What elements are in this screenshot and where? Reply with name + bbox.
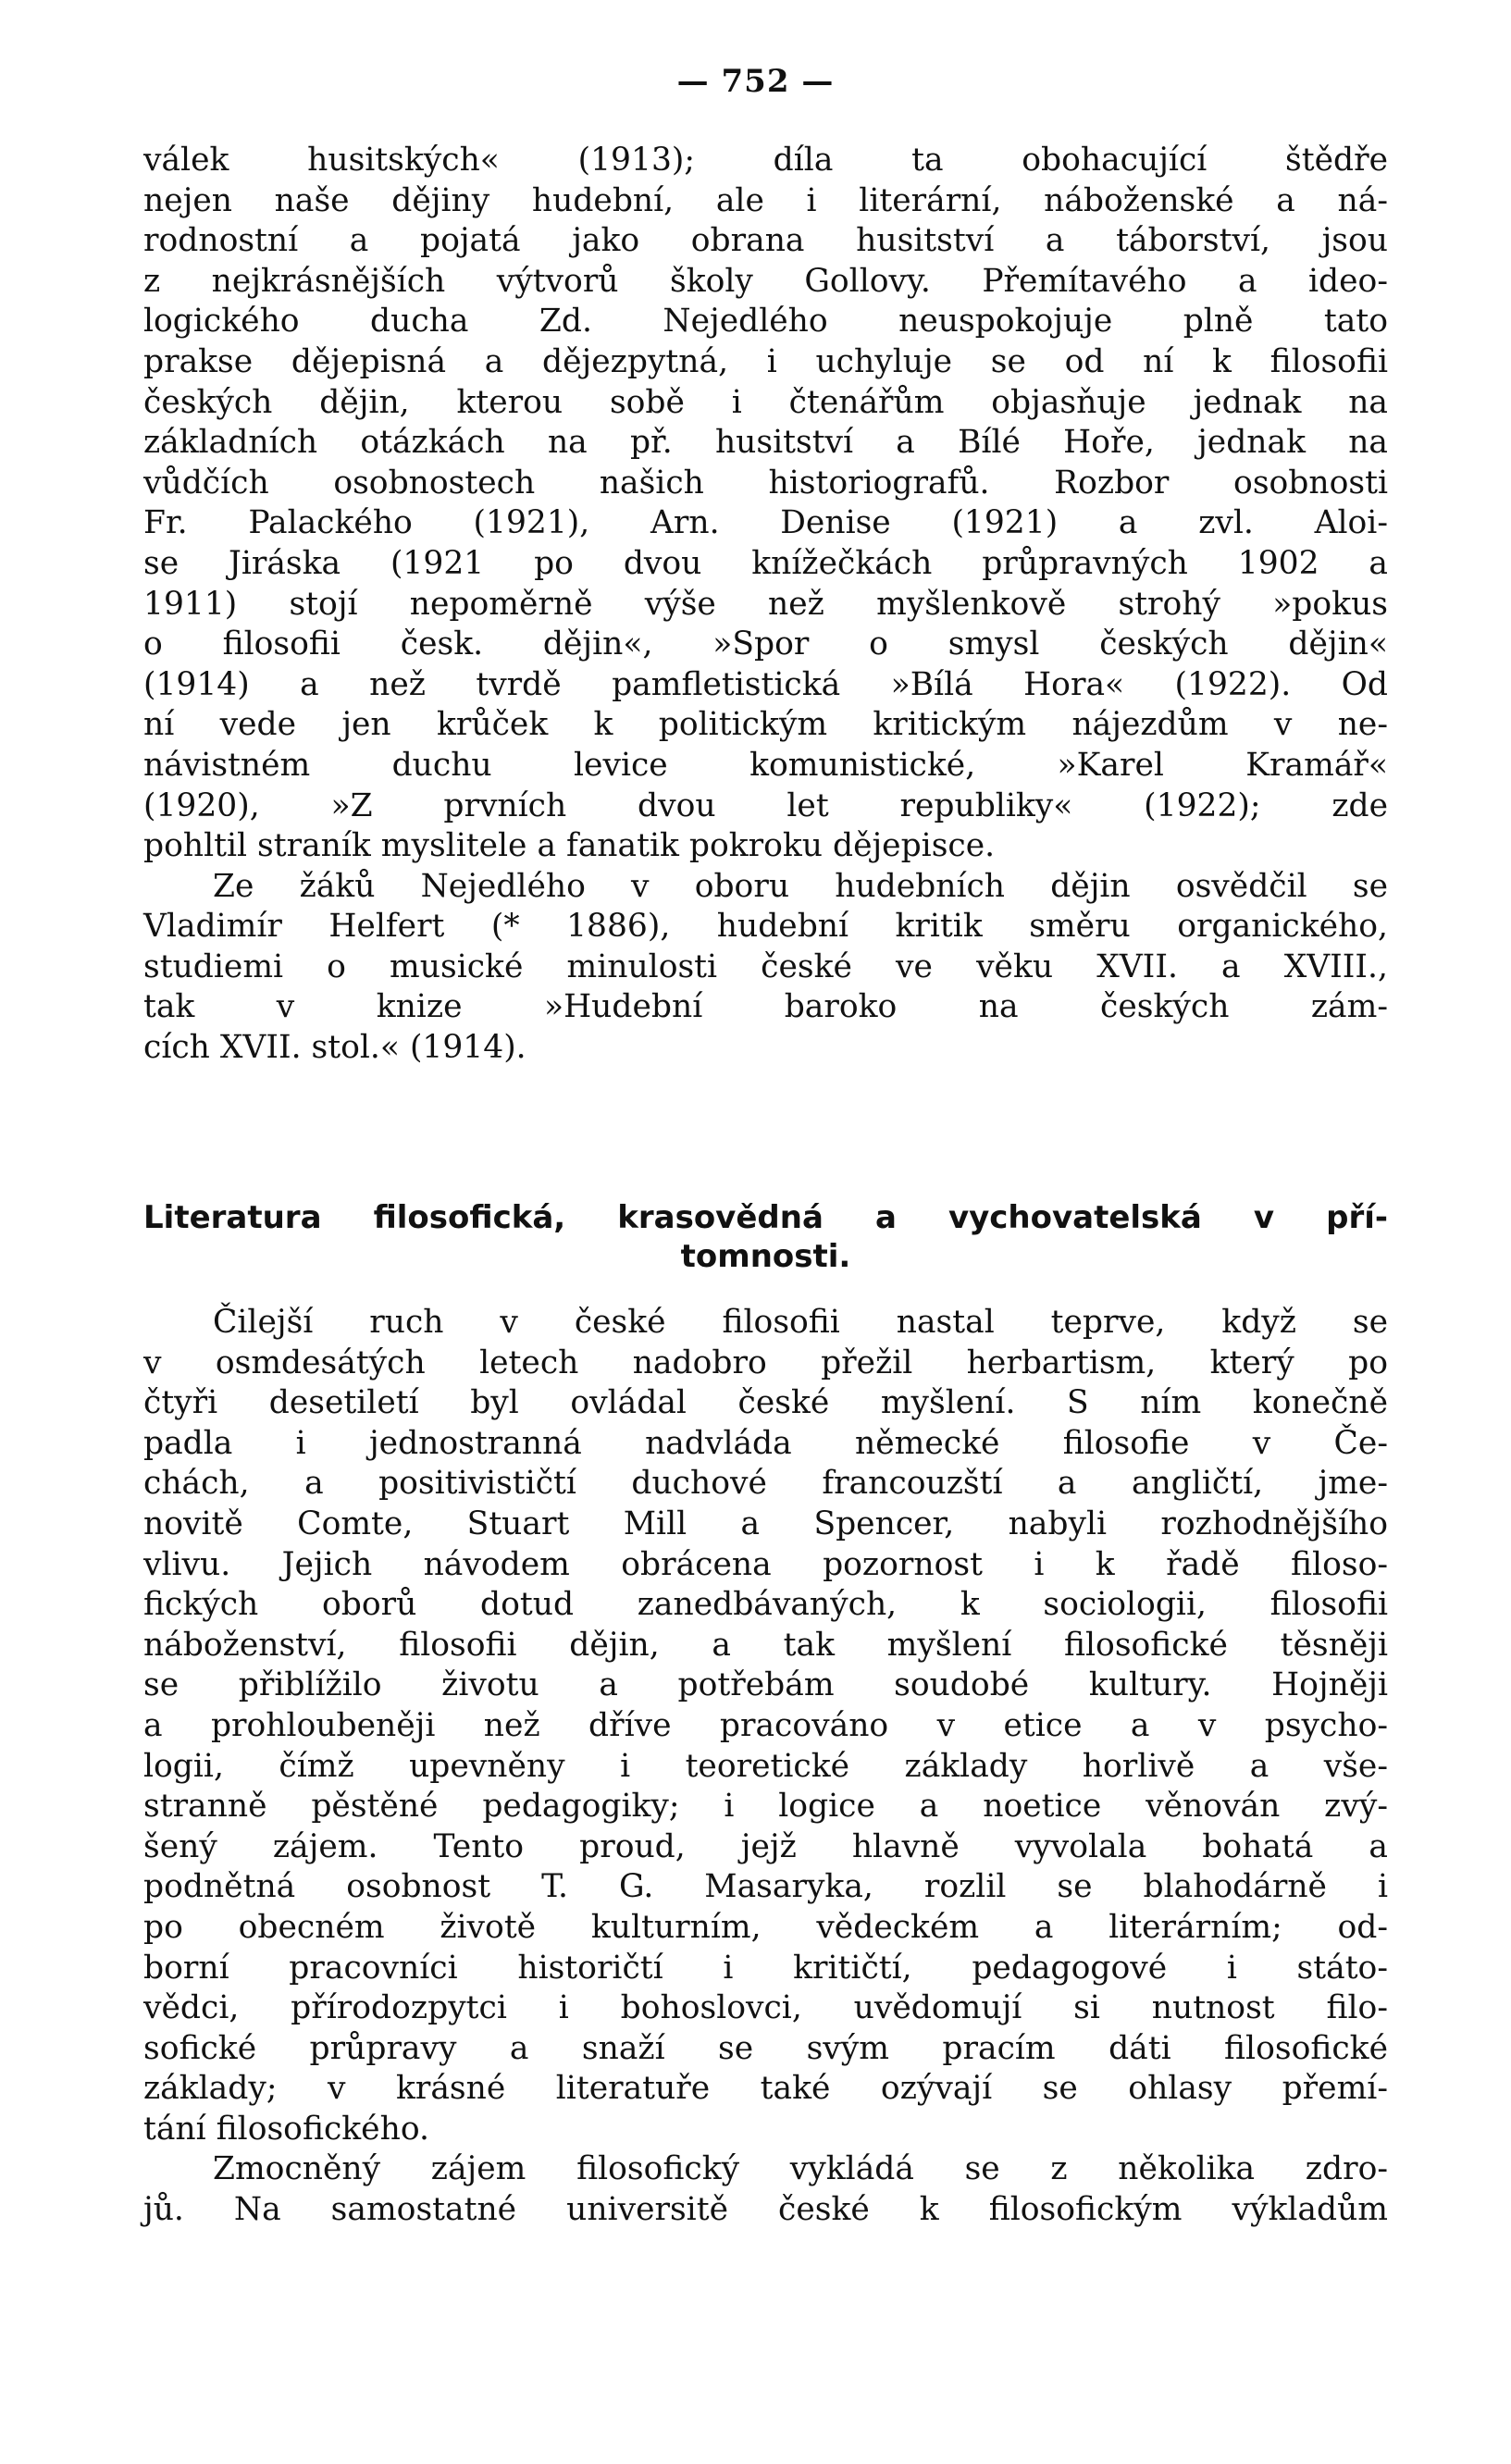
- text-line: rodnostní a pojatá jako obrana husitství a táborství, jsou: [143, 222, 1388, 260]
- paragraph-philosophy-revival: [143, 1303, 1388, 2149]
- text-line: ní vede jen krůček k politickým kritickým nájezdům v ne-: [143, 706, 1388, 744]
- text-line: borní pracovníci historičtí i kritičtí, pedagogové i státo-: [143, 1949, 1388, 1987]
- text-line: vůdčích osobnostech našich historiografů. Rozbor osobnosti: [143, 464, 1388, 501]
- text-line: (1914) a než tvrdě pamfletistická »Bílá Hora« (1922). Od: [143, 665, 1388, 703]
- heading-line: tomnosti.: [680, 1238, 851, 1275]
- text-line: vědci, přírodozpytci i bohoslovci, uvědomují si nutnost filo-: [143, 1989, 1388, 2027]
- paragraph-husite-works: [143, 141, 1388, 867]
- text-line: v osmdesátých letech nadobro přežil herbartism, který po: [143, 1343, 1388, 1381]
- text-line: podnětná osobnost T. G. Masaryka, rozlil se blahodárně i: [143, 1868, 1388, 1906]
- text-line: chách, a positivističtí duchové francouzští a angličtí, jme-: [143, 1465, 1388, 1503]
- text-line: základy; v krásné literatuře také ozývají se ohlasy přemí-: [143, 2070, 1388, 2108]
- text-line: se přiblížilo životu a potřebám soudobé kultury. Hojněji: [143, 1666, 1388, 1704]
- text-line: sofické průpravy a snaží se svým pracím dáti filosofické: [143, 2029, 1388, 2067]
- text-line: logii, čímž upevněny i teoretické základy horlivě a vše-: [143, 1747, 1388, 1785]
- text-line: nejen naše dějiny hudební, ale i literární, náboženské a ná-: [143, 181, 1388, 219]
- body-text-bottom: [143, 1303, 1388, 2231]
- text-line: cích XVII. stol.« (1914).: [143, 1029, 526, 1067]
- text-line: náboženství, filosofii dějin, a tak myšlení filosofické těsněji: [143, 1626, 1388, 1664]
- text-line: šený zájem. Tento proud, jejž hlavně vyvolala bohatá a: [143, 1827, 1388, 1865]
- text-line: českých dějin, kterou sobě i čtenářům objasňuje jednak na: [143, 383, 1388, 421]
- text-line: vlivu. Jejich návodem obrácena pozornost i k řadě filoso-: [143, 1545, 1388, 1583]
- paragraph-sources: [143, 2149, 1388, 2230]
- text-line: tak v knize »Hudební baroko na českých zám-: [143, 988, 1388, 1026]
- text-line: Fr. Palackého (1921), Arn. Denise (1921) a zvl. Aloi-: [143, 504, 1388, 542]
- text-line: (1920), »Z prvních dvou let republiky« (1922); zde: [143, 786, 1388, 824]
- text-line: padla i jednostranná nadvláda německé filosofie v Če-: [143, 1424, 1388, 1462]
- text-line: návistném duchu levice komunistické, »Karel Kramář«: [143, 746, 1388, 784]
- text-line: jů. Na samostatné universitě české k filosofickým výkladům: [143, 2191, 1388, 2229]
- paragraph-helfert: [143, 867, 1388, 1069]
- text-line: stranně pěstěné pedagogiky; i logice a noetice věnován zvý-: [143, 1788, 1388, 1826]
- text-line: logického ducha Zd. Nejedlého neuspokojuje plně tato: [143, 303, 1388, 341]
- text-line: tání filosofického.: [143, 2110, 429, 2148]
- text-line: z nejkrásnějších výtvorů školy Gollovy. Přemítavého a ideo-: [143, 262, 1388, 300]
- text-line: Čilejší ruch v české filosofii nastal teprve, když se: [213, 1304, 1388, 1341]
- heading-line: Literatura filosofická, krasovědná a vychovatelská v pří-: [143, 1199, 1388, 1236]
- section-heading: [143, 1198, 1388, 1276]
- text-line: a prohloubeněji než dříve pracováno v etice a v psycho-: [143, 1706, 1388, 1744]
- text-line: o filosofii česk. dějin«, »Spor o smysl českých dějin«: [143, 625, 1388, 663]
- text-line: Ze žáků Nejedlého v oboru hudebních dějin osvědčil se: [213, 867, 1388, 905]
- body-text-top: [143, 141, 1388, 1069]
- page-number: — 752 —: [676, 63, 835, 100]
- text-line: novitě Comte, Stuart Mill a Spencer, nabyli rozhodnějšího: [143, 1504, 1388, 1542]
- text-line: pohltil straník myslitele a fanatik pokroku dějepisce.: [143, 827, 996, 865]
- text-line: válek husitských« (1913); díla ta obohacující štědře: [143, 142, 1388, 179]
- text-line: po obecném životě kulturním, vědeckém a literárním; od-: [143, 1908, 1388, 1946]
- text-line: se Jiráska (1921 po dvou knížečkách průpravných 1902 a: [143, 544, 1388, 582]
- text-line: Vladimír Helfert (* 1886), hudební kritik směru organického,: [143, 908, 1388, 946]
- text-line: Zmocněný zájem filosofický vykládá se z několika zdro-: [213, 2150, 1388, 2188]
- text-line: čtyři desetiletí byl ovládal české myšlení. S ním konečně: [143, 1384, 1388, 1422]
- text-line: fických oborů dotud zanedbávaných, k sociologii, filosofii: [143, 1586, 1388, 1624]
- text-line: 1911) stojí nepoměrně výše než myšlenkově strohý »pokus: [143, 585, 1388, 623]
- text-line: základních otázkách na př. husitství a Bílé Hoře, jednak na: [143, 424, 1388, 462]
- text-line: prakse dějepisná a dějezpytná, i uchyluje se od ní k filosofii: [143, 342, 1388, 380]
- text-line: studiemi o musické minulosti české ve věku XVII. a XVIII.,: [143, 947, 1388, 985]
